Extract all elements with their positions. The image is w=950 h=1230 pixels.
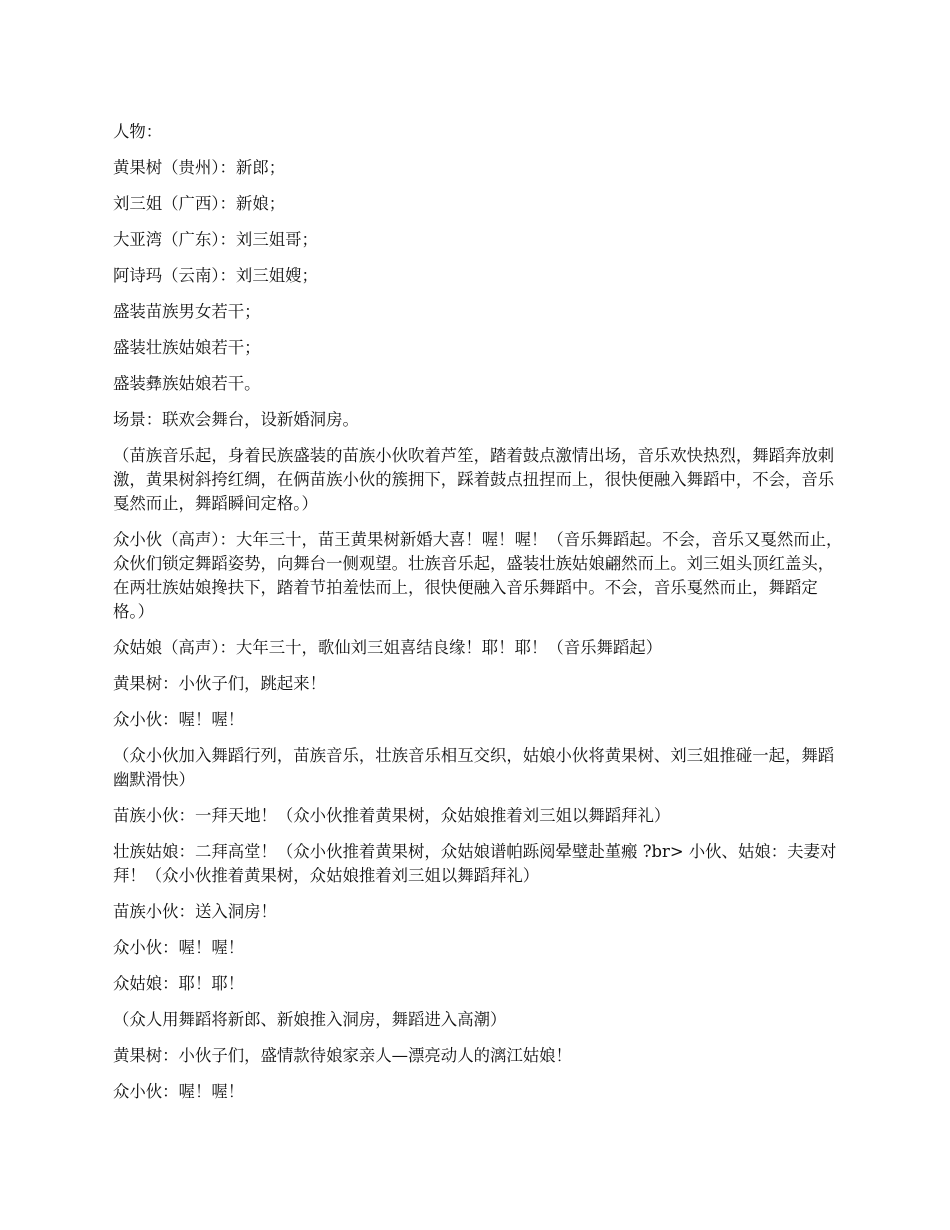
stage-direction: （苗族音乐起，身着民族盛装的苗族小伙吹着芦笙，踏着鼓点激情出场，音乐欢快热烈，舞蹈奔放刺激，黄果树斜挎红绸，在俩苗族小伙的簇拥下，踩着鼓点扭捏而上，很快便融入舞蹈中，不会，音乐戛然而止，舞蹈瞬间定格。） [113, 446, 835, 513]
dialogue-line: 苗族小伙：一拜天地！（众小伙推着黄果树，众姑娘推着刘三姐以舞蹈拜礼） [113, 806, 671, 825]
character-ashima: 阿诗玛（云南）：刘三姐嫂； [113, 266, 318, 285]
stage-direction: （众小伙加入舞蹈行列，苗族音乐，壮族音乐相互交织，姑娘小伙将黄果树、刘三姐推碰一起，舞蹈幽默滑快） [113, 746, 835, 789]
stage-direction: （众人用舞蹈将新郎、新娘推入洞房，舞蹈进入高潮） [113, 1010, 507, 1029]
dialogue-line: 众姑娘（高声）：大年三十，歌仙刘三姐喜结良缘！耶！耶！（音乐舞蹈起） [113, 638, 663, 657]
character-liusanjie: 刘三姐（广西）：新娘； [113, 194, 286, 213]
dialogue-line: 壮族姑娘：二拜高堂！（众小伙推着黄果树，众姑娘谱帕跞阅晕璧赴堇瘢 ?br> 小伙、姑娘：夫妻对拜！（众小伙推着黄果树，众姑娘推着刘三姐以舞蹈拜礼） [113, 842, 837, 885]
character-huangguoshu: 黄果树（贵州）：新郎； [113, 158, 286, 177]
dialogue-line: 众小伙：喔！喔！ [113, 1082, 245, 1101]
dialogue-line: 苗族小伙：送入洞房！ [113, 902, 277, 921]
dialogue-line: 众小伙：喔！喔！ [113, 938, 245, 957]
dialogue-line: 众小伙：喔！喔！ [113, 710, 245, 729]
dialogue-line: 黄果树：小伙子们，盛情款待娘家亲人—漂亮动人的漓江姑娘！ [113, 1046, 572, 1065]
character-miao-group: 盛装苗族男女若干； [113, 302, 261, 321]
dialogue-line: 众姑娘：耶！耶！ [113, 974, 245, 993]
heading-characters: 人物： [113, 122, 163, 141]
character-dayawan: 大亚湾（广东）：刘三姐哥； [113, 230, 318, 249]
document-page [113, 120, 843, 1116]
dialogue-line: 众小伙（高声）：大年三十，苗王黄果树新婚大喜！喔！喔！（音乐舞蹈起。不会，音乐又戛然而止，众伙们锁定舞蹈姿势，向舞台一侧观望。壮族音乐起，盛装壮族姑娘翩然而上。刘三姐头顶红盖头，在两壮族姑娘搀扶下，踏着节拍羞怯而上，很快便融入音乐舞蹈中。不会，音乐戛然而止，舞蹈定格。） [113, 530, 843, 621]
scene-description: 场景：联欢会舞台，设新婚洞房。 [113, 410, 359, 429]
dialogue-line: 黄果树：小伙子们，跳起来！ [113, 674, 327, 693]
character-yi-group: 盛装彝族姑娘若干。 [113, 374, 261, 393]
character-zhuang-group: 盛装壮族姑娘若干； [113, 338, 261, 357]
